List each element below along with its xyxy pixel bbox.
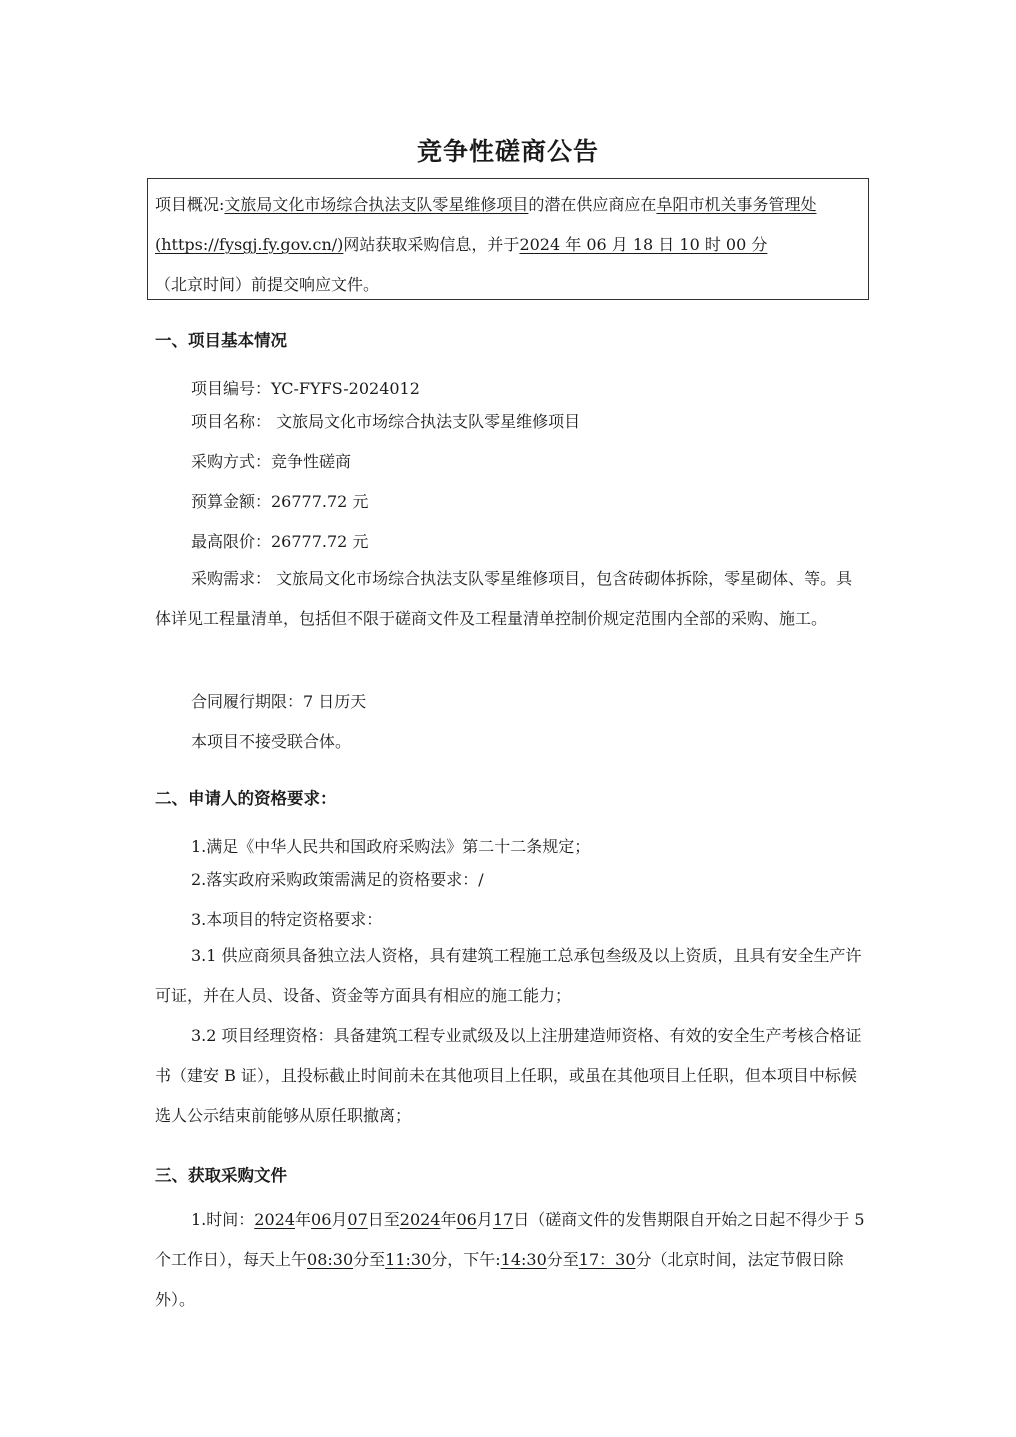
overview-text-3: （北京时间）前提交响应文件。 <box>155 275 380 294</box>
text-month-2: 月 <box>476 1210 493 1229</box>
section3-heading: 三、获取采购文件 <box>155 1166 287 1185</box>
project-number: 项目编号：YC-FYFS-2024012 <box>191 379 420 398</box>
procurement-method: 采购方式：竞争性磋商 <box>191 452 352 471</box>
acquisition-time <box>155 1200 865 1320</box>
project-name: 项目名称： 文旅局文化市场综合执法支队零星维修项目 <box>191 412 581 431</box>
overview-org-link[interactable]: 阜阳市机关事务管理处(https://fysgj.fy.gov.cn/) <box>155 195 817 254</box>
qualification-item-3-2: 3.2 项目经理资格：具备建筑工程专业贰级及以上注册建造师资格、有效的安全生产考核合格证书（建安 B 证），且投标截止时间前未在其他项目上任职，或虽在其他项目上任职，但本项目中标候选人公示结束前能够从原任职撤离； <box>155 1026 862 1125</box>
qualification-item-3: 3.本项目的特定资格要求： <box>191 910 383 929</box>
pm-start-time: 14:30 <box>500 1250 547 1269</box>
section1-heading: 一、项目基本情况 <box>155 331 287 350</box>
end-year: 2024 <box>399 1210 441 1229</box>
text-after-dates: 日（磋商文件的发售期限自开始之日起不得少于 5 个工作日），每天上午 <box>155 1210 865 1269</box>
section2-heading: 二、申请人的资格要求： <box>155 789 337 808</box>
text-year-1: 年 <box>295 1210 312 1229</box>
consortium-note: 本项目不接受联合体。 <box>191 732 352 751</box>
text-pm-label: 分，下午: <box>431 1250 501 1269</box>
overview-text-1: 的潜在供应商应在 <box>528 195 657 214</box>
am-start-time: 08:30 <box>307 1250 354 1269</box>
text-month-1: 月 <box>331 1210 348 1229</box>
text-pm-to: 分至 <box>546 1250 579 1269</box>
procurement-demand: 采购需求： 文旅局文化市场综合执法支队零星维修项目，包含砖砌体拆除，零星砌体、等。具体详见工程量清单，包括但不限于磋商文件及工程量清单控制价规定范围内全部的采购、施工。 <box>155 569 853 628</box>
end-day: 17 <box>492 1210 514 1229</box>
overview-text-2: 网站获取采购信息，并于 <box>343 235 520 254</box>
qualification-item-2: 2.落实政府采购政策需满足的资格要求：/ <box>191 870 484 889</box>
text-end: 分（北京时间，法定节假日除外）。 <box>155 1250 844 1309</box>
project-overview-box <box>147 178 869 300</box>
qualification-item-3-1: 3.1 供应商须具备独立法人资格，具有建筑工程施工总承包叁级及以上资质，且具有安全生产许可证，并在人员、设备、资金等方面具有相应的施工能力； <box>155 946 862 1005</box>
overview-label: 项目概况: <box>155 195 225 214</box>
text-day-to: 日至 <box>367 1210 400 1229</box>
qualification-item-1: 1.满足《中华人民共和国政府采购法》第二十二条规定； <box>191 837 591 856</box>
budget-amount: 预算金额：26777.72 元 <box>191 492 369 511</box>
pm-end-time: 17：30 <box>578 1250 636 1269</box>
am-end-time: 11:30 <box>385 1250 432 1269</box>
overview-deadline: 2024 年 06 月 18 日 10 时 00 分 <box>519 235 768 254</box>
page-title: 竞争性磋商公告 <box>416 137 599 166</box>
contract-period: 合同履行期限：7 日历天 <box>191 692 367 711</box>
end-month: 06 <box>456 1210 477 1229</box>
text-year-2: 年 <box>440 1210 457 1229</box>
start-month: 06 <box>311 1210 332 1229</box>
text-am-to: 分至 <box>353 1250 386 1269</box>
overview-project-name: 文旅局文化市场综合执法支队零星维修项目 <box>224 195 529 214</box>
start-day: 07 <box>347 1210 368 1229</box>
max-price: 最高限价：26777.72 元 <box>191 532 369 551</box>
time-prefix: 1.时间： <box>191 1210 255 1229</box>
start-year: 2024 <box>254 1210 295 1229</box>
